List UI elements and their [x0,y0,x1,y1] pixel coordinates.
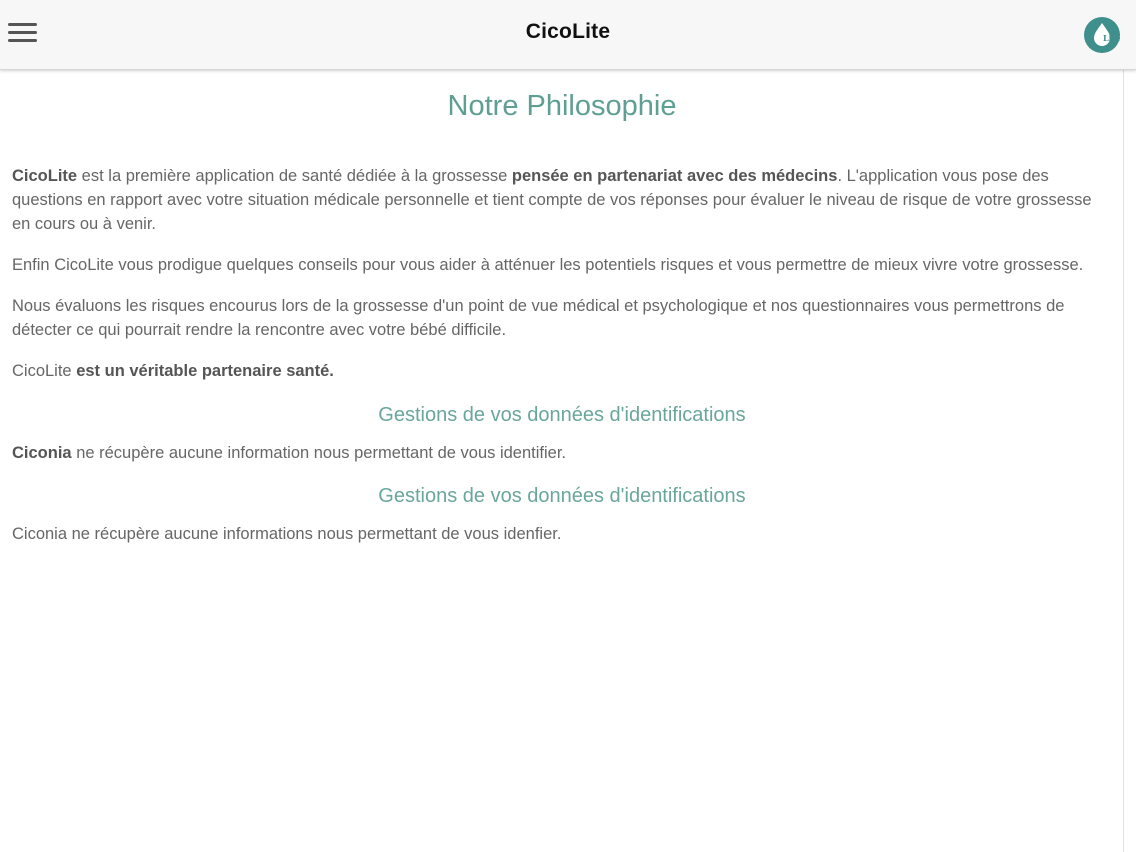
risk-paragraph: Nous évaluons les risques encourus lors de la grossesse d'un point de vue médical et psychologique et nos questionnaires vous permettrons de détecter ce qui pourrait rendre la rencontre avec votre bébé difficile. [12,297,1065,339]
intro-paragraph [0,164,1124,236]
ciconia-brand: Ciconia [12,444,72,462]
logo-text: Lite [1103,33,1121,43]
app-title: CicoLite [525,20,611,43]
intro-text-b: . L'application vous pose des questions en rapport avec votre situation médicale personnelle et tient compte de vos réponses pour évaluer le niveau de risque de votre grossesse en cours ou à venir. [12,167,1092,233]
identification-paragraph-2: Ciconia ne récupère aucune informations nous permettant de vous idenfier. [12,525,562,543]
partner-emphasis: est un véritable partenaire santé. [76,362,334,380]
section-title-identification-2: Gestions de vos données d'identifications [378,485,746,507]
identification-paragraph [0,441,1124,465]
identification-text: ne récupère aucune information nous permettant de vous identifier. [71,444,566,462]
page-title: Notre Philosophie [447,90,677,122]
intro-text-a: est la première application de santé dédiée à la grossesse [77,167,512,185]
intro-emphasis: pensée en partenariat avec des médecins [511,167,838,185]
partner-brand: CicoLite [12,362,77,380]
section-title-identification: Gestions de vos données d'identifications [378,404,746,426]
partner-paragraph [0,359,1124,383]
top-bar [0,0,1136,70]
main-content[interactable] [0,70,1124,852]
brand-name: CicoLite [12,167,78,185]
advice-paragraph: Enfin CicoLite vous prodigue quelques conseils pour vous aider à atténuer les potentiels risques et vous permettre de mieux vivre votre grossesse. [12,256,1084,274]
cicolite-logo-icon[interactable] [1083,16,1121,54]
